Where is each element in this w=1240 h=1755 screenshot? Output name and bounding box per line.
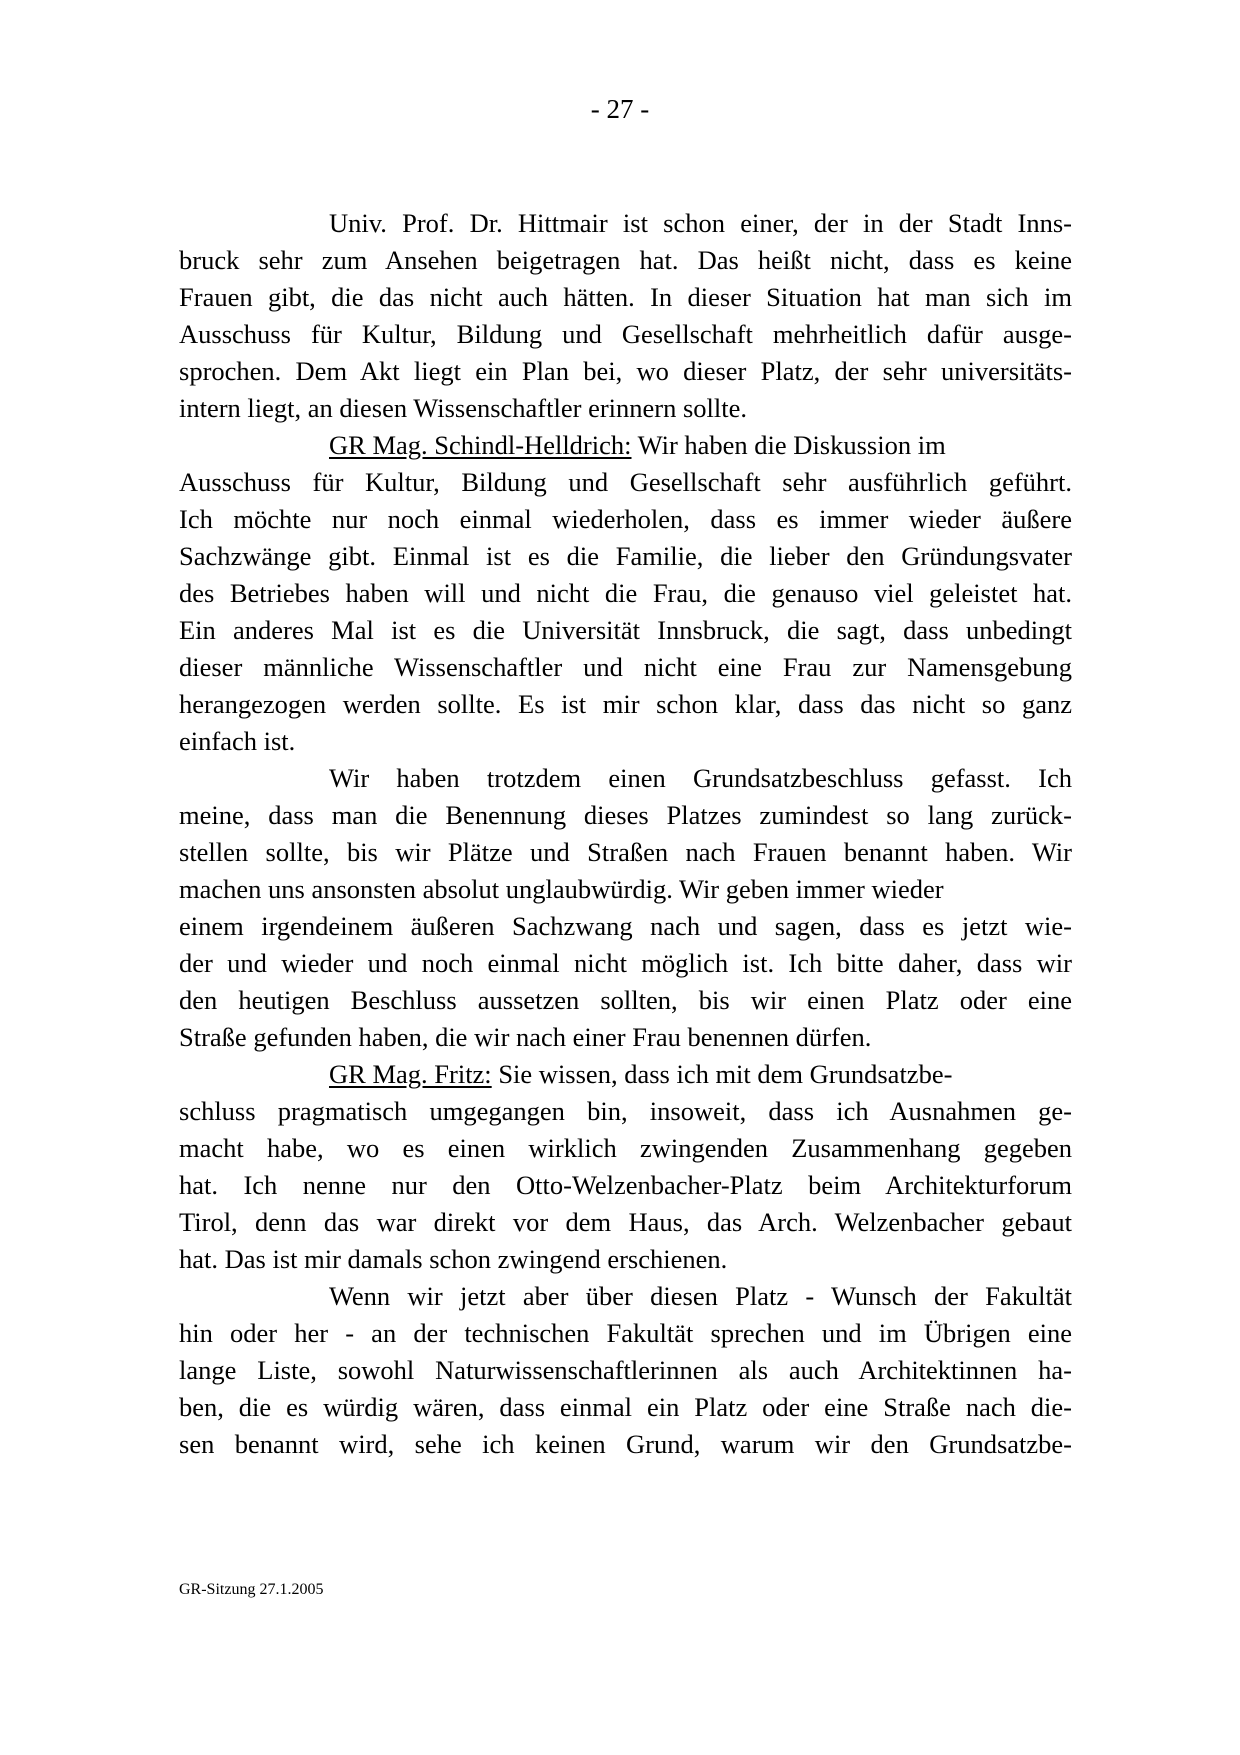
text-line (179, 279, 1072, 316)
line-text: Wir haben die Diskussion im (631, 430, 946, 460)
text-line (179, 464, 1072, 501)
text-line (179, 649, 1072, 686)
text-line (179, 390, 1072, 427)
text-line (179, 945, 1072, 982)
line-text: Sie wissen, dass ich mit dem Grundsatzbe- (491, 1059, 953, 1089)
speaker-name: GR Mag. Schindl-Helldrich: (329, 430, 632, 460)
text-line (179, 982, 1072, 1019)
text-line (179, 908, 1072, 945)
line-text: ben, die es würdig wären, dass einmal ein Platz oder eine Straße nach die- (179, 1392, 1072, 1422)
line-text: Ausschuss für Kultur, Bildung und Gesellschaft sehr ausführlich geführt. (179, 467, 1072, 497)
line-text: Wir haben trotzdem einen Grundsatzbeschluss gefasst. Ich (329, 763, 1072, 793)
text-line (179, 501, 1072, 538)
line-text: hat. Ich nenne nur den Otto-Welzenbacher-Platz beim Architekturforum (179, 1170, 1072, 1200)
line-text: Straße gefunden haben, die wir nach einer Frau benennen dürfen. (179, 1022, 872, 1052)
text-line (179, 871, 1072, 908)
line-text: dieser männliche Wissenschaftler und nicht eine Frau zur Namensgebung (179, 652, 1072, 682)
text-line (179, 834, 1072, 871)
text-line (179, 242, 1072, 279)
text-line (179, 427, 1072, 464)
text-line (179, 1130, 1072, 1167)
text-line (179, 575, 1072, 612)
text-line (179, 353, 1072, 390)
line-text: Frauen gibt, die das nicht auch hätten. In dieser Situation hat man sich im (179, 282, 1072, 312)
line-text: meine, dass man die Benennung dieses Platzes zumindest so lang zurück- (179, 800, 1072, 830)
footer-session-date: GR-Sitzung 27.1.2005 (179, 1581, 324, 1598)
line-text: macht habe, wo es einen wirklich zwingenden Zusammenhang gegeben (179, 1133, 1072, 1163)
line-text: schluss pragmatisch umgegangen bin, insoweit, dass ich Ausnahmen ge- (179, 1096, 1072, 1126)
text-line (179, 1315, 1072, 1352)
line-text: sen benannt wird, sehe ich keinen Grund, warum wir den Grundsatzbe- (179, 1429, 1072, 1459)
line-text: einfach ist. (179, 726, 296, 756)
line-text: der und wieder und noch einmal nicht möglich ist. Ich bitte daher, dass wir (179, 948, 1072, 978)
text-line (179, 1389, 1072, 1426)
text-line (179, 797, 1072, 834)
text-line (179, 612, 1072, 649)
line-text: Tirol, denn das war direkt vor dem Haus, das Arch. Welzenbacher gebaut (179, 1207, 1072, 1237)
text-line (179, 1278, 1072, 1315)
text-line (179, 1093, 1072, 1130)
line-text: herangezogen werden sollte. Es ist mir schon klar, dass das nicht so ganz (179, 689, 1072, 719)
text-line (179, 686, 1072, 723)
text-line (179, 1056, 1072, 1093)
line-text: hat. Das ist mir damals schon zwingend erschienen. (179, 1244, 728, 1274)
line-text: Wenn wir jetzt aber über diesen Platz - Wunsch der Fakultät (329, 1281, 1072, 1311)
text-line (179, 1352, 1072, 1389)
body-text (179, 205, 1072, 1463)
text-line (179, 1204, 1072, 1241)
line-text: hin oder her - an der technischen Fakultät sprechen und im Übrigen eine (179, 1318, 1072, 1348)
line-text: den heutigen Beschluss aussetzen sollten, bis wir einen Platz oder eine (179, 985, 1072, 1015)
line-text: Ein anderes Mal ist es die Universität Innsbruck, die sagt, dass unbedingt (179, 615, 1072, 645)
text-line (179, 538, 1072, 575)
line-text: des Betriebes haben will und nicht die Frau, die genauso viel geleistet hat. (179, 578, 1072, 608)
text-line (179, 760, 1072, 797)
text-line (179, 1167, 1072, 1204)
line-text: Ausschuss für Kultur, Bildung und Gesellschaft mehrheitlich dafür ausge- (179, 319, 1072, 349)
text-line (179, 316, 1072, 353)
line-text: lange Liste, sowohl Naturwissenschaftlerinnen als auch Architektinnen ha- (179, 1355, 1072, 1385)
line-text: Sachzwänge gibt. Einmal ist es die Familie, die lieber den Gründungsvater (179, 541, 1072, 571)
line-text: stellen sollte, bis wir Plätze und Straßen nach Frauen benannt haben. Wir (179, 837, 1072, 867)
text-line (179, 723, 1072, 760)
line-text: Ich möchte nur noch einmal wiederholen, dass es immer wieder äußere (179, 504, 1072, 534)
line-text: einem irgendeinem äußeren Sachzwang nach und sagen, dass es jetzt wie- (179, 911, 1072, 941)
text-line (179, 205, 1072, 242)
text-line (179, 1426, 1072, 1463)
page-number: - 27 - (590, 94, 650, 124)
line-text: machen uns ansonsten absolut unglaubwürdig. Wir geben immer wieder (179, 874, 944, 904)
text-line (179, 1241, 1072, 1278)
line-text: Univ. Prof. Dr. Hittmair ist schon einer, der in der Stadt Inns- (329, 208, 1072, 238)
line-text: bruck sehr zum Ansehen beigetragen hat. Das heißt nicht, dass es keine (179, 245, 1072, 275)
line-text: intern liegt, an diesen Wissenschaftler erinnern sollte. (179, 393, 748, 423)
line-text: sprochen. Dem Akt liegt ein Plan bei, wo dieser Platz, der sehr universitäts- (179, 356, 1072, 386)
speaker-name: GR Mag. Fritz: (329, 1059, 492, 1089)
text-line (179, 1019, 1072, 1056)
